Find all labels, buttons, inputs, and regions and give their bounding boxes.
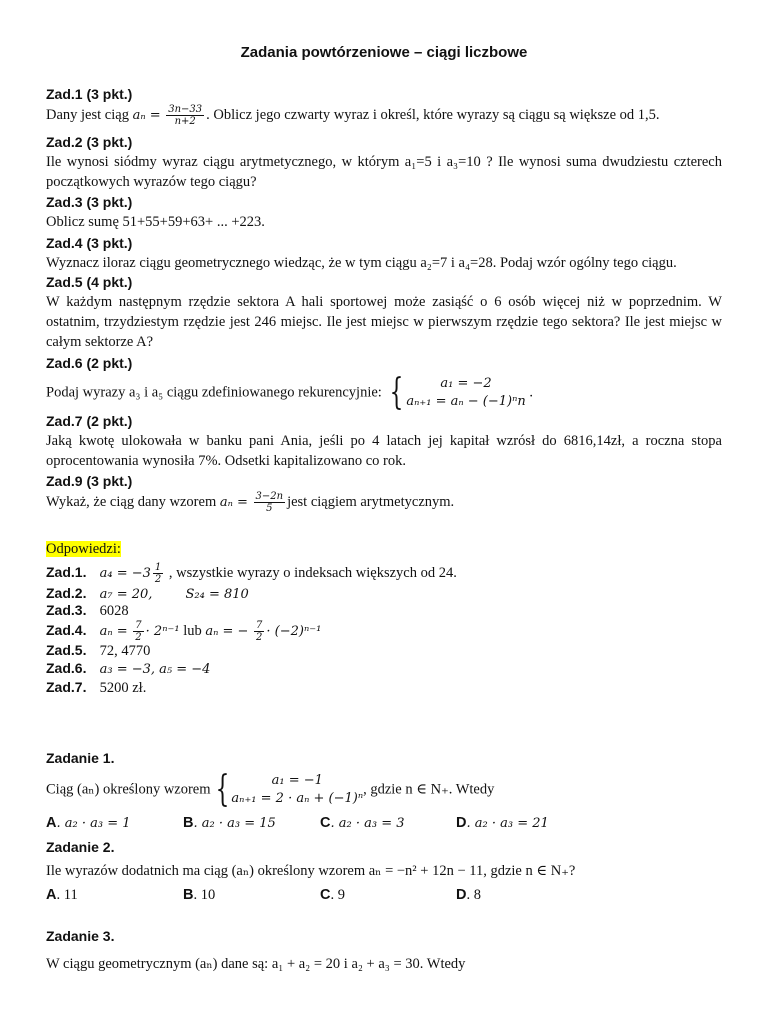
problem-1-text-pre: Ciąg (aₙ) określony wzorem	[46, 781, 211, 798]
task-9-fraction-num: 3−2n	[255, 491, 284, 502]
task-9-formula-lhs: aₙ =	[219, 494, 248, 510]
answer-6-value: a₃ = −3, a₅ = −4	[99, 662, 211, 677]
problem-3-text: W ciągu geometrycznym (aₙ) dane są: a₁ + a₂ = 20 i a₂ + a₃ = 30. Wtedy	[46, 956, 466, 972]
answer-4-fraction-2-num: 7	[256, 620, 263, 632]
task-5-heading: Zad.5 (4 pkt.)	[46, 274, 133, 290]
problem-2-option-c[interactable]	[320, 885, 345, 905]
task-1-fraction	[166, 104, 204, 127]
problem-2-heading: Zadanie 2.	[46, 839, 115, 855]
task-9-fraction	[254, 491, 286, 514]
task-6-text-tail: .	[529, 384, 533, 401]
task-1-text-pre: Dany jest ciąg	[46, 106, 133, 123]
answer-1-fraction	[153, 562, 163, 585]
task-6-text	[46, 372, 722, 413]
answer-1	[46, 562, 457, 585]
answer-4-rhs-1: · 2ⁿ⁻¹	[145, 624, 180, 639]
task-3	[46, 192, 722, 232]
answer-4-rhs-2: · (−2)ⁿ⁻¹	[266, 624, 322, 639]
task-1-text	[46, 104, 722, 127]
problem-2	[46, 837, 722, 881]
task-5-text: W każdym następnym rzędzie sektora A hali sportowej może zasiąść o 6 osób więcej niż w poprzednim. W ostatnim, trzydziestym rzędzie jest 246 miejsc. Ile jest miejsc w pierwszym rzędzie tego sektora? Ile jest miejsc w całym sektorze A?	[46, 294, 722, 350]
answer-3-key: Zad.3.	[46, 602, 87, 618]
problem-1-option-b-letter: B	[183, 815, 194, 831]
task-5	[46, 272, 722, 352]
problem-1-recurrence-line-2: aₙ₊₁ = 2 · aₙ + (−1)ⁿ	[231, 791, 364, 806]
answer-3-value: 6028	[99, 603, 129, 619]
problem-1-option-b[interactable]	[183, 813, 276, 834]
answers-header-label: Odpowiedzi:	[46, 541, 121, 557]
problem-1-option-a[interactable]	[46, 813, 131, 834]
answer-7-key: Zad.7.	[46, 679, 87, 695]
task-6-recurrence-line-2: aₙ₊₁ = aₙ − (−1)ⁿn	[406, 394, 526, 409]
task-1-fraction-den: n+2	[174, 116, 196, 127]
task-2	[46, 132, 722, 192]
task-1-fraction-num: 3n−33	[168, 104, 203, 115]
problem-1-option-c-letter: C	[320, 815, 331, 831]
task-6	[46, 353, 722, 411]
problem-1-option-a-letter: A	[46, 815, 57, 831]
answer-4-fraction-2	[254, 620, 264, 643]
task-9-heading: Zad.9 (3 pkt.)	[46, 473, 133, 489]
problem-1-text	[46, 769, 722, 810]
problem-2-option-a[interactable]	[46, 885, 78, 905]
task-2-heading: Zad.2 (3 pkt.)	[46, 134, 133, 150]
problem-1-option-c-text: . a₂ · a₃ = 3	[330, 816, 405, 831]
task-1-heading: Zad.1 (3 pkt.)	[46, 86, 133, 102]
problem-2-option-d-text: . 8	[466, 887, 481, 903]
problem-1-option-d[interactable]	[456, 813, 549, 834]
brace-icon: {	[215, 769, 229, 810]
problem-1-option-b-text: . a₂ · a₃ = 15	[193, 816, 276, 831]
task-4	[46, 233, 722, 273]
problem-1-heading: Zadanie 1.	[46, 750, 115, 766]
answer-7-value: 5200 zł.	[99, 680, 147, 696]
answer-3	[46, 600, 129, 621]
answer-2-key: Zad.2.	[46, 585, 87, 601]
problem-3	[46, 926, 722, 974]
problem-1-text-post: , gdzie n ∈ N₊. Wtedy	[363, 781, 495, 798]
problem-1-option-d-letter: D	[456, 815, 467, 831]
task-4-text: Wyznacz iloraz ciągu geometrycznego wiedząc, że w tym ciągu a₂=7 i a₄=28. Podaj wzór ogólny tego ciągu.	[46, 255, 677, 271]
task-2-text: Ile wynosi siódmy wyraz ciągu arytmetycznego, w którym a₁=5 i a₃=10 ? Ile wynosi suma dwudziestu czterech początkowych wyrazów tego ciągu?	[46, 154, 722, 190]
answer-5-value: 72, 4770	[99, 643, 151, 659]
problem-2-option-d[interactable]	[456, 885, 481, 905]
problem-2-option-c-letter: C	[320, 887, 331, 903]
problem-2-option-b-letter: B	[183, 887, 194, 903]
answers-header	[46, 539, 121, 559]
problem-2-option-b[interactable]	[183, 885, 215, 905]
task-9-text	[46, 491, 722, 514]
brace-icon: {	[390, 372, 404, 413]
answer-4-fraction-1-den: 2	[135, 632, 142, 644]
answer-1-key: Zad.1.	[46, 564, 87, 580]
page-title: Zadania powtórzeniowe – ciągi liczbowe	[240, 44, 528, 61]
task-6-text-body: Podaj wyrazy a₃ i a₅ ciągu zdefiniowanego rekurencyjnie:	[46, 384, 382, 401]
task-9-text-post: jest ciągiem arytmetycznym.	[287, 493, 455, 510]
task-7-heading: Zad.7 (2 pkt.)	[46, 413, 133, 429]
problem-1-option-c[interactable]	[320, 813, 405, 834]
task-9-fraction-den: 5	[266, 503, 273, 514]
answer-6-key: Zad.6.	[46, 660, 87, 676]
task-6-recurrence-line-1: a₁ = −2	[440, 376, 492, 391]
answer-1-fraction-den: 2	[154, 574, 162, 586]
problem-2-text: Ile wyrazów dodatnich ma ciąg (aₙ) określony wzorem aₙ = −n² + 12n − 11, gdzie n ∈ N₊?	[46, 863, 576, 879]
task-7-text: Jaką kwotę ulokowała w banku pani Ania, jeśli po 4 latach jej kapitał wzrósł do 6816,14zł, a roczna stopa oprocentowania wynosiła 7%. Odsetki kapitalizowano co rok.	[46, 433, 722, 469]
task-6-recurrence	[406, 375, 525, 411]
task-1-formula-lhs: aₙ =	[132, 107, 161, 123]
answer-2-value: a₇ = 20, S₂₄ = 810	[99, 587, 249, 602]
problem-2-option-a-text: . 11	[56, 887, 78, 903]
task-9-text-pre: Wykaż, że ciąg dany wzorem	[46, 493, 220, 510]
task-1-text-post: . Oblicz jego czwarty wyraz i określ, które wyrazy są ciągu są większe od 1,5.	[206, 106, 660, 123]
problem-1-recurrence-line-1: a₁ = −1	[271, 773, 323, 788]
problem-3-heading: Zadanie 3.	[46, 928, 115, 944]
answer-4-fraction-2-den: 2	[256, 632, 263, 644]
answer-4-lhs-2: aₙ = −	[205, 624, 249, 639]
answer-1-text: , wszystkie wyrazy o indeksach większych od 24.	[165, 565, 457, 581]
answer-1-value: a₄ = −3	[99, 566, 151, 581]
task-6-heading: Zad.6 (2 pkt.)	[46, 355, 133, 371]
problem-1-recurrence	[231, 772, 363, 808]
answer-4-lhs-1: aₙ =	[99, 624, 128, 639]
problem-2-option-b-text: . 10	[193, 887, 216, 903]
answer-1-fraction-num: 1	[154, 562, 162, 574]
problem-2-option-a-letter: A	[46, 887, 57, 903]
problem-1-option-d-text: . a₂ · a₃ = 21	[466, 816, 549, 831]
task-1	[46, 84, 722, 127]
task-3-heading: Zad.3 (3 pkt.)	[46, 194, 133, 210]
answer-4-fraction-1-num: 7	[135, 620, 142, 632]
task-9	[46, 471, 722, 514]
problem-2-option-c-text: . 9	[330, 887, 345, 903]
problem-2-option-d-letter: D	[456, 887, 467, 903]
answer-7	[46, 677, 146, 698]
answer-5-key: Zad.5.	[46, 642, 87, 658]
task-3-text: Oblicz sumę 51+55+59+63+ ... +223.	[46, 214, 265, 230]
answer-4-lub: lub	[179, 623, 206, 639]
task-7	[46, 411, 722, 471]
problem-1	[46, 748, 722, 808]
answer-4-key: Zad.4.	[46, 622, 87, 638]
task-4-heading: Zad.4 (3 pkt.)	[46, 235, 133, 251]
problem-1-option-a-text: . a₂ · a₃ = 1	[56, 816, 131, 831]
